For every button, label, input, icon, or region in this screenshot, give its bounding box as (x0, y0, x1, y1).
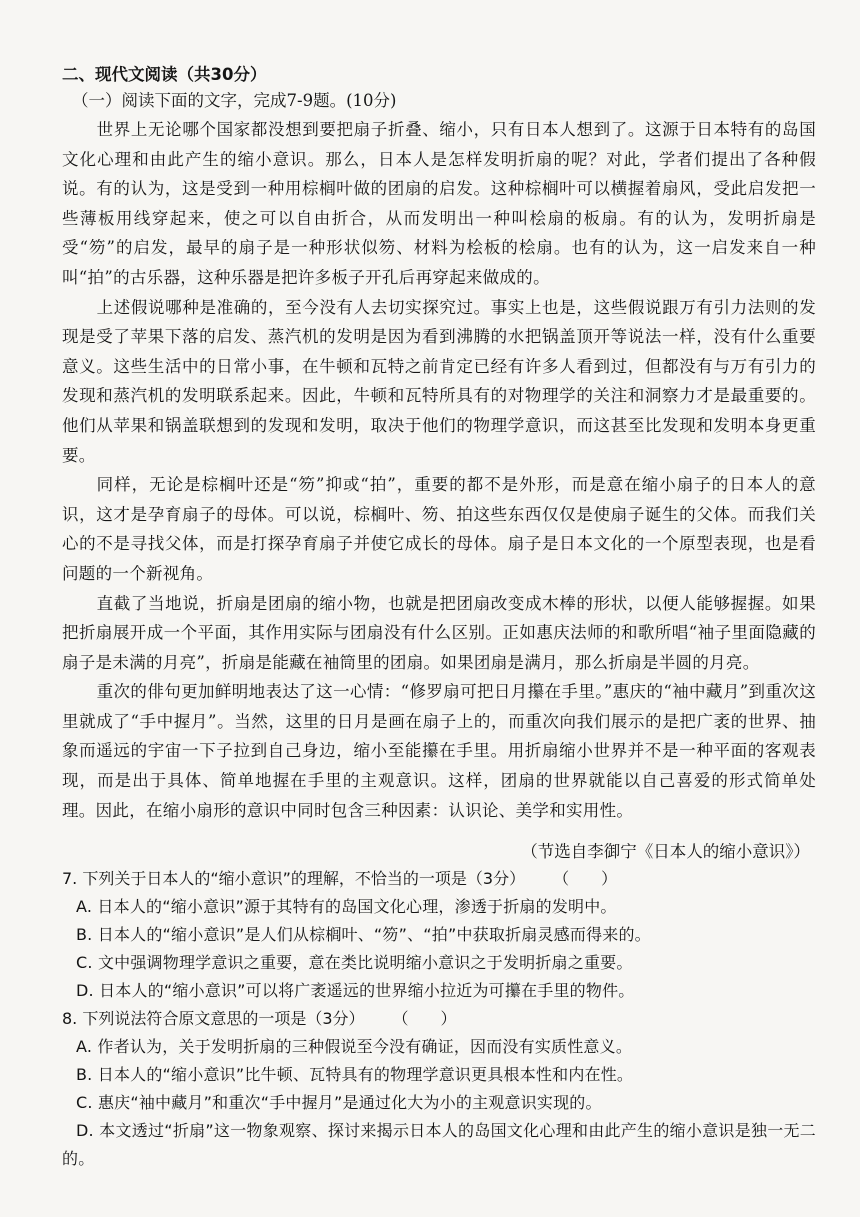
question-8 (62, 1005, 816, 1173)
answer-blank: （ ） (553, 869, 618, 889)
question-stem-text: 8. 下列说法符合原文意思的一项是（3分） (62, 1009, 365, 1029)
passage-paragraph: 世界上无论哪个国家都没想到要把扇子折叠、缩小，只有日本人想到了。这源于日本特有的岛国文化心理和由此产生的缩小意识。那么，日本人是怎样发明折扇的呢？对此，学者们提出了各种假说。有的认为，这是受到一种用棕榈叶做的团扇的启发。这种棕榈叶可以横握着扇风，受此启发把一些薄板用线穿起来，使之可以自由折合，从而发明出一种叫桧扇的板扇。有的认为，发明折扇是受“笏”的启发，最早的扇子是一种形状似笏、材料为桧板的桧扇。也有的认为，这一启发来自一种叫“拍”的古乐器，这种乐器是把许多板子开孔后再穿起来做成的。 (62, 120, 816, 287)
question-stem (62, 1005, 816, 1033)
question-stem (62, 865, 816, 893)
reading-instructions: （一）阅读下面的文字，完成7-9题。(10分) (72, 91, 397, 110)
option-a: A. 日本人的“缩小意识”源于其特有的岛国文化心理，渗透于折扇的发明中。 (76, 897, 617, 917)
option-d: D. 本文透过“折扇”这一物象观察、探讨来揭示日本人的岛国文化心理和由此产生的缩小意识是独一无二的。 (62, 1121, 816, 1169)
answer-blank: （ ） (392, 1009, 457, 1029)
reading-passage (62, 115, 816, 825)
option-d: D. 日本人的“缩小意识”可以将广袤遥远的世界缩小拉近为可攥在手里的物件。 (76, 981, 635, 1001)
option-a: A. 作者认为，关于发明折扇的三种假说至今没有确证，因而没有实质性意义。 (76, 1037, 633, 1057)
option-b: B. 日本人的“缩小意识”比牛顿、瓦特具有的物理学意识更具根本性和内在性。 (76, 1065, 634, 1085)
section-title: 二、现代文阅读（共30分） (62, 65, 267, 84)
question-7 (62, 865, 816, 1005)
option-c: C. 惠庆“袖中藏月”和重次“手中握月”是通过化大为小的主观意识实现的。 (76, 1093, 602, 1113)
option-b: B. 日本人的“缩小意识”是人们从棕榈叶、“笏”、“拍”中获取折扇灵感而得来的。 (76, 925, 651, 945)
passage-paragraph: 上述假说哪种是准确的，至今没有人去切实探究过。事实上也是，这些假说跟万有引力法则的发现是受了苹果下落的启发、蒸汽机的发明是因为看到沸腾的水把锅盖顶开等说法一样，没有什么重要意义。这些生活中的日常小事，在牛顿和瓦特之前肯定已经有许多人看到过，但都没有与万有引力的发现和蒸汽机的发明联系起来。因此，牛顿和瓦特所具有的对物理学的关注和洞察力才是最重要的。他们从苹果和锅盖联想到的发现和发明，取决于他们的物理学意识，而这甚至比发现和发明本身更重要。 (62, 297, 816, 465)
option-c: C. 文中强调物理学意识之重要，意在类比说明缩小意识之于发明折扇之重要。 (76, 953, 633, 973)
passage-paragraph: 直截了当地说，折扇是团扇的缩小物，也就是把团扇改变成木棒的形状，以便人能够握握。如果把折扇展开成一个平面，其作用实际与团扇没有什么区别。正如惠庆法师的和歌所唱“袖子里面隐藏的扇子是未满的月亮”，折扇是能藏在袖筒里的团扇。如果团扇是满月，那么折扇是半圆的月亮。 (62, 593, 816, 672)
passage-paragraph: 重次的俳句更加鲜明地表达了这一心情：“修罗扇可把日月攥在手里。”惠庆的“袖中藏月”到重次这里就成了“手中握月”。当然，这里的日月是画在扇子上的，而重次向我们展示的是把广袤的世界、抽象而遥远的宇宙一下子拉到自己身边，缩小至能攥在手里。用折扇缩小世界并不是一种平面的客观表现，而是出于具体、简单地握在手里的主观意识。这样，团扇的世界就能以自己喜爱的形式简单处理。因此，在缩小扇形的意识中同时包含三种因素：认识论、美学和实用性。 (62, 682, 816, 820)
question-stem-text: 7. 下列关于日本人的“缩小意识”的理解，不恰当的一项是（3分） (62, 869, 526, 889)
passage-source: （节选自李御宁《日本人的缩小意识》） (521, 842, 810, 862)
passage-paragraph: 同样，无论是棕榈叶还是“笏”抑或“拍”，重要的都不是外形，而是意在缩小扇子的日本人的意识，这才是孕育扇子的母体。可以说，棕榈叶、笏、拍这些东西仅仅是使扇子诞生的父体。而我们关心的不是寻找父体，而是打探孕育扇子并使它成长的母体。扇子是日本文化的一个原型表现，也是看问题的一个新视角。 (62, 475, 816, 583)
